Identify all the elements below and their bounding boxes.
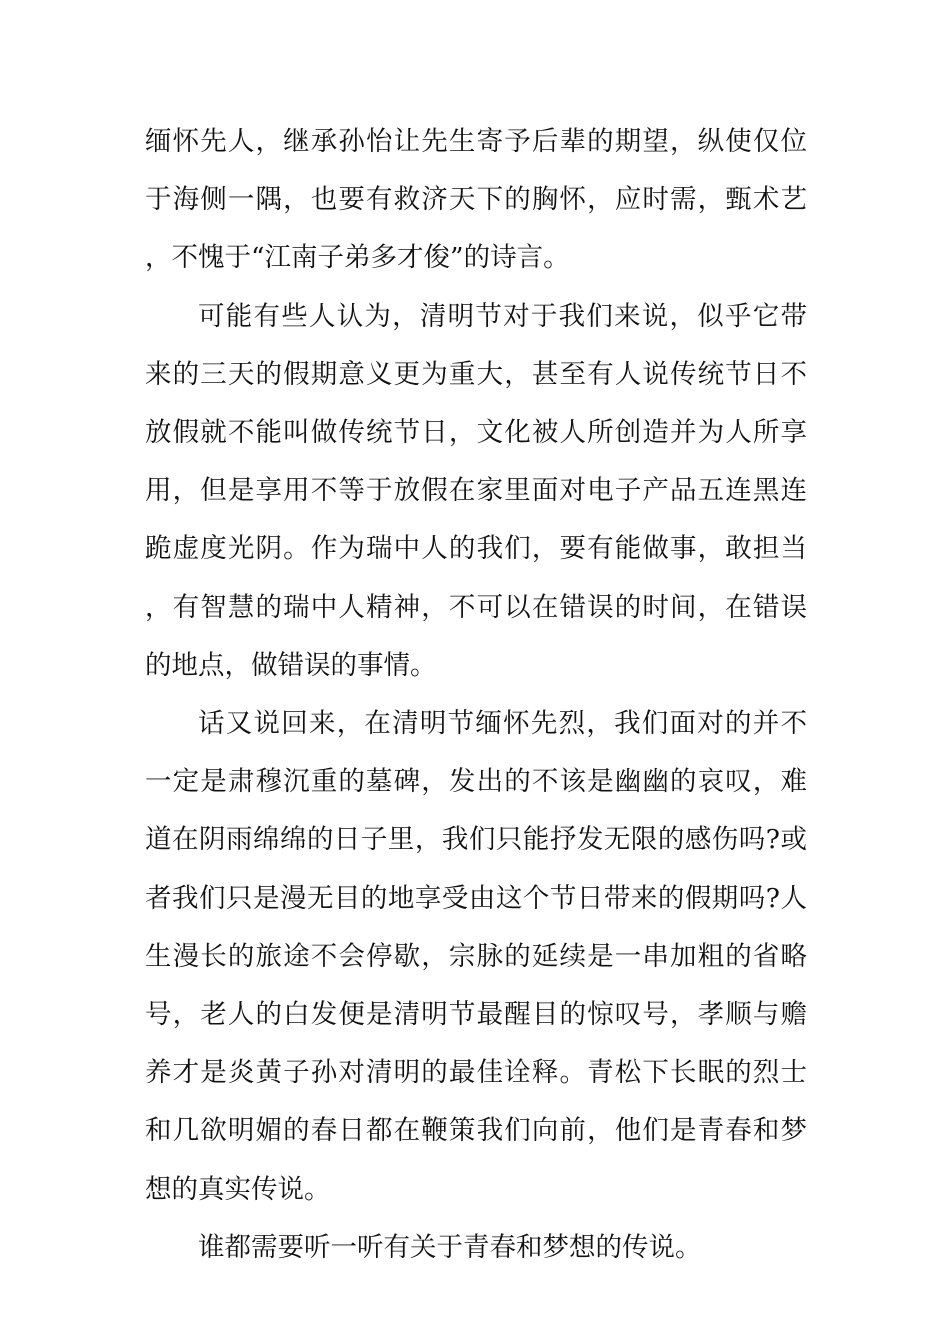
paragraph-holiday-meaning: 可能有些人认为，清明节对于我们来说，似乎它带来的三天的假期意义更为重大，甚至有人说传统节日不放假就不能叫做传统节日，文化被人所创造并为人所享用，但是享用不等于放假在家里面对电子产品五连黑连跪虚度光阴。作为瑞中人的我们，要有能做事，敢担当，有智慧的瑞中人精神，不可以在错误的时间，在错误的地点，做错误的事情。 xyxy=(145,300,807,681)
paragraph-closing: 谁都需要听一听有关于青春和梦想的传说。 xyxy=(198,1231,702,1263)
paragraph-continuation: 缅怀先人，继承孙怡让先生寄予后辈的期望，纵使仅位于海侧一隅，也要有救济天下的胸怀，应时需，甄术艺，不愧于“江南子弟多才俊”的诗言。 xyxy=(145,126,807,274)
paragraph-commemoration: 话又说回来，在清明节缅怀先烈，我们面对的并不一定是肃穆沉重的墓碑，发出的不该是幽幽的哀叹，难道在阴雨绵绵的日子里，我们只能抒发无限的感伤吗?或者我们只是漫无目的地享受由这个节日带来的假期吗?人生漫长的旅途不会停歇，宗脉的延续是一串加粗的省略号，老人的白发便是清明节最醒目的惊叹号，孝顺与赡养才是炎黄子孙对清明的最佳诠释。青松下长眠的烈士和几欲明媚的春日都在鞭策我们向前，他们是青春和梦想的真实传说。 xyxy=(145,708,807,1205)
document-body xyxy=(145,113,807,1277)
